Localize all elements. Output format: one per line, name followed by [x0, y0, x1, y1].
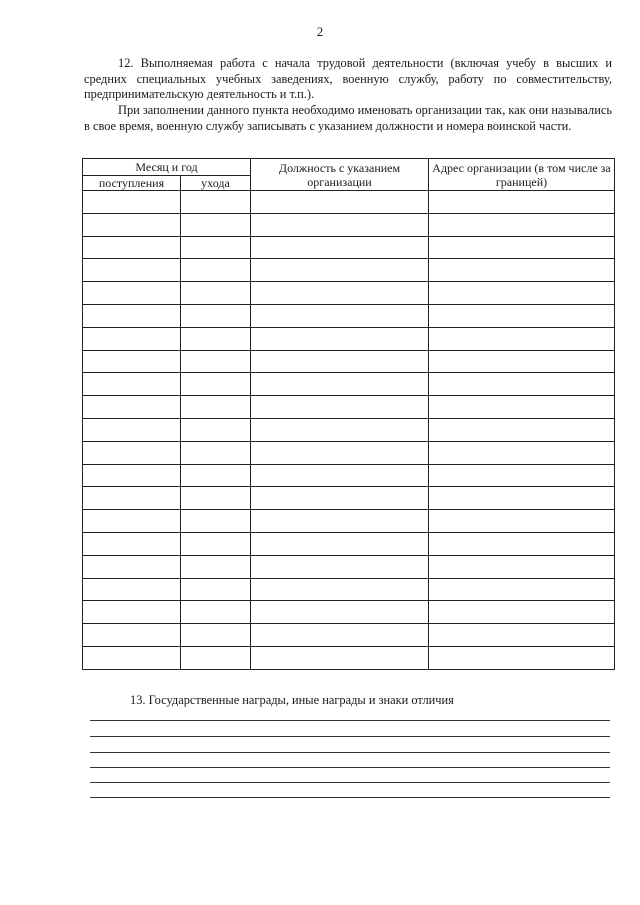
table-row: [83, 259, 615, 282]
address-cell[interactable]: [429, 510, 615, 533]
table-row: [83, 441, 615, 464]
table-row: [83, 510, 615, 533]
table-row: [83, 304, 615, 327]
table-row: [83, 191, 615, 214]
address-cell[interactable]: [429, 624, 615, 647]
answer-line[interactable]: [90, 752, 610, 753]
position-cell[interactable]: [251, 578, 429, 601]
section-12-instruction-text: При заполнении данного пункта необходимо именовать организации так, как они назывались в свое время, военную службу записывать с указанием должности и номера воинской части.: [84, 103, 613, 133]
start-date-cell[interactable]: [83, 646, 181, 669]
address-cell[interactable]: [429, 213, 615, 236]
table-row: [83, 236, 615, 259]
address-cell[interactable]: [429, 282, 615, 305]
position-cell[interactable]: [251, 213, 429, 236]
table-row: [83, 282, 615, 305]
end-date-cell[interactable]: [181, 236, 251, 259]
start-date-cell[interactable]: [83, 532, 181, 555]
start-date-cell[interactable]: [83, 350, 181, 373]
start-date-cell[interactable]: [83, 304, 181, 327]
table-body: [83, 191, 615, 670]
address-cell[interactable]: [429, 646, 615, 669]
start-date-cell[interactable]: [83, 282, 181, 305]
address-cell[interactable]: [429, 464, 615, 487]
table-row: [83, 646, 615, 669]
employment-history-table: [82, 158, 615, 670]
start-date-cell[interactable]: [83, 236, 181, 259]
section-12-instruction: [84, 103, 612, 134]
start-date-cell[interactable]: [83, 464, 181, 487]
position-cell[interactable]: [251, 510, 429, 533]
table-row: [83, 213, 615, 236]
address-cell[interactable]: [429, 418, 615, 441]
address-header: Адрес организации (в том числе за границей): [429, 159, 615, 191]
start-date-cell[interactable]: [83, 259, 181, 282]
table-row: [83, 327, 615, 350]
table-row: [83, 624, 615, 647]
position-cell[interactable]: [251, 259, 429, 282]
end-date-cell[interactable]: [181, 191, 251, 214]
address-cell[interactable]: [429, 304, 615, 327]
start-date-cell[interactable]: [83, 373, 181, 396]
address-cell[interactable]: [429, 373, 615, 396]
table-row: [83, 373, 615, 396]
table-header-row: [83, 159, 615, 176]
address-cell[interactable]: [429, 236, 615, 259]
answer-line[interactable]: [90, 797, 610, 798]
position-cell[interactable]: [251, 646, 429, 669]
table-row: [83, 464, 615, 487]
start-date-cell[interactable]: [83, 191, 181, 214]
start-date-cell[interactable]: [83, 578, 181, 601]
answer-line[interactable]: [90, 767, 610, 768]
end-date-cell[interactable]: [181, 327, 251, 350]
end-date-cell[interactable]: [181, 304, 251, 327]
position-cell[interactable]: [251, 236, 429, 259]
start-date-cell[interactable]: [83, 327, 181, 350]
end-date-cell[interactable]: [181, 601, 251, 624]
end-date-cell[interactable]: [181, 418, 251, 441]
position-cell[interactable]: [251, 350, 429, 373]
address-cell[interactable]: [429, 441, 615, 464]
start-date-cell[interactable]: [83, 441, 181, 464]
position-cell[interactable]: [251, 418, 429, 441]
start-date-cell[interactable]: [83, 396, 181, 419]
end-date-cell[interactable]: [181, 396, 251, 419]
table-row: [83, 578, 615, 601]
address-cell[interactable]: [429, 555, 615, 578]
month-year-header: Месяц и год: [83, 159, 251, 176]
address-cell[interactable]: [429, 191, 615, 214]
start-date-cell[interactable]: [83, 555, 181, 578]
position-cell[interactable]: [251, 396, 429, 419]
position-cell[interactable]: [251, 327, 429, 350]
position-cell[interactable]: [251, 441, 429, 464]
end-date-cell[interactable]: [181, 532, 251, 555]
start-date-cell[interactable]: [83, 624, 181, 647]
start-date-cell[interactable]: [83, 418, 181, 441]
address-cell[interactable]: [429, 259, 615, 282]
end-date-cell[interactable]: [181, 510, 251, 533]
table-row: [83, 350, 615, 373]
position-cell[interactable]: [251, 304, 429, 327]
table-row: [83, 601, 615, 624]
page-number: 2: [316, 24, 324, 39]
address-cell[interactable]: [429, 578, 615, 601]
position-cell[interactable]: [251, 373, 429, 396]
position-cell[interactable]: [251, 624, 429, 647]
table-row: [83, 555, 615, 578]
end-date-cell[interactable]: [181, 213, 251, 236]
end-date-cell[interactable]: [181, 441, 251, 464]
table-row: [83, 396, 615, 419]
section-12-paragraph: [84, 56, 612, 103]
position-cell[interactable]: [251, 464, 429, 487]
answer-line[interactable]: [90, 736, 610, 737]
start-date-cell[interactable]: [83, 510, 181, 533]
address-cell[interactable]: [429, 327, 615, 350]
end-date-header: ухода: [181, 176, 251, 191]
end-date-cell[interactable]: [181, 646, 251, 669]
address-cell[interactable]: [429, 532, 615, 555]
start-date-header: поступления: [83, 176, 181, 191]
position-cell[interactable]: [251, 487, 429, 510]
address-cell[interactable]: [429, 487, 615, 510]
answer-line[interactable]: [90, 782, 610, 783]
start-date-cell[interactable]: [83, 487, 181, 510]
address-cell[interactable]: [429, 350, 615, 373]
start-date-cell[interactable]: [83, 601, 181, 624]
end-date-cell[interactable]: [181, 373, 251, 396]
position-cell[interactable]: [251, 532, 429, 555]
table-row: [83, 418, 615, 441]
end-date-cell[interactable]: [181, 555, 251, 578]
end-date-cell[interactable]: [181, 487, 251, 510]
start-date-cell[interactable]: [83, 213, 181, 236]
position-cell[interactable]: [251, 601, 429, 624]
end-date-cell[interactable]: [181, 578, 251, 601]
section-12-text: 12. Выполняемая работа с начала трудовой деятельности (включая учебу в высших и средних специальных учебных заведениях, военную службу, работу по совместительству, предпринимательскую деятельность и т.п.).: [84, 56, 612, 101]
answer-line[interactable]: [90, 720, 610, 721]
position-cell[interactable]: [251, 191, 429, 214]
table-row: [83, 532, 615, 555]
position-cell[interactable]: [251, 282, 429, 305]
position-header: Должность с указанием организации: [251, 159, 429, 191]
end-date-cell[interactable]: [181, 464, 251, 487]
end-date-cell[interactable]: [181, 350, 251, 373]
end-date-cell[interactable]: [181, 259, 251, 282]
end-date-cell[interactable]: [181, 624, 251, 647]
position-cell[interactable]: [251, 555, 429, 578]
address-cell[interactable]: [429, 396, 615, 419]
end-date-cell[interactable]: [181, 282, 251, 305]
section-13-title: 13. Государственные награды, иные награды и знаки отличия: [130, 693, 454, 707]
table-row: [83, 487, 615, 510]
address-cell[interactable]: [429, 601, 615, 624]
